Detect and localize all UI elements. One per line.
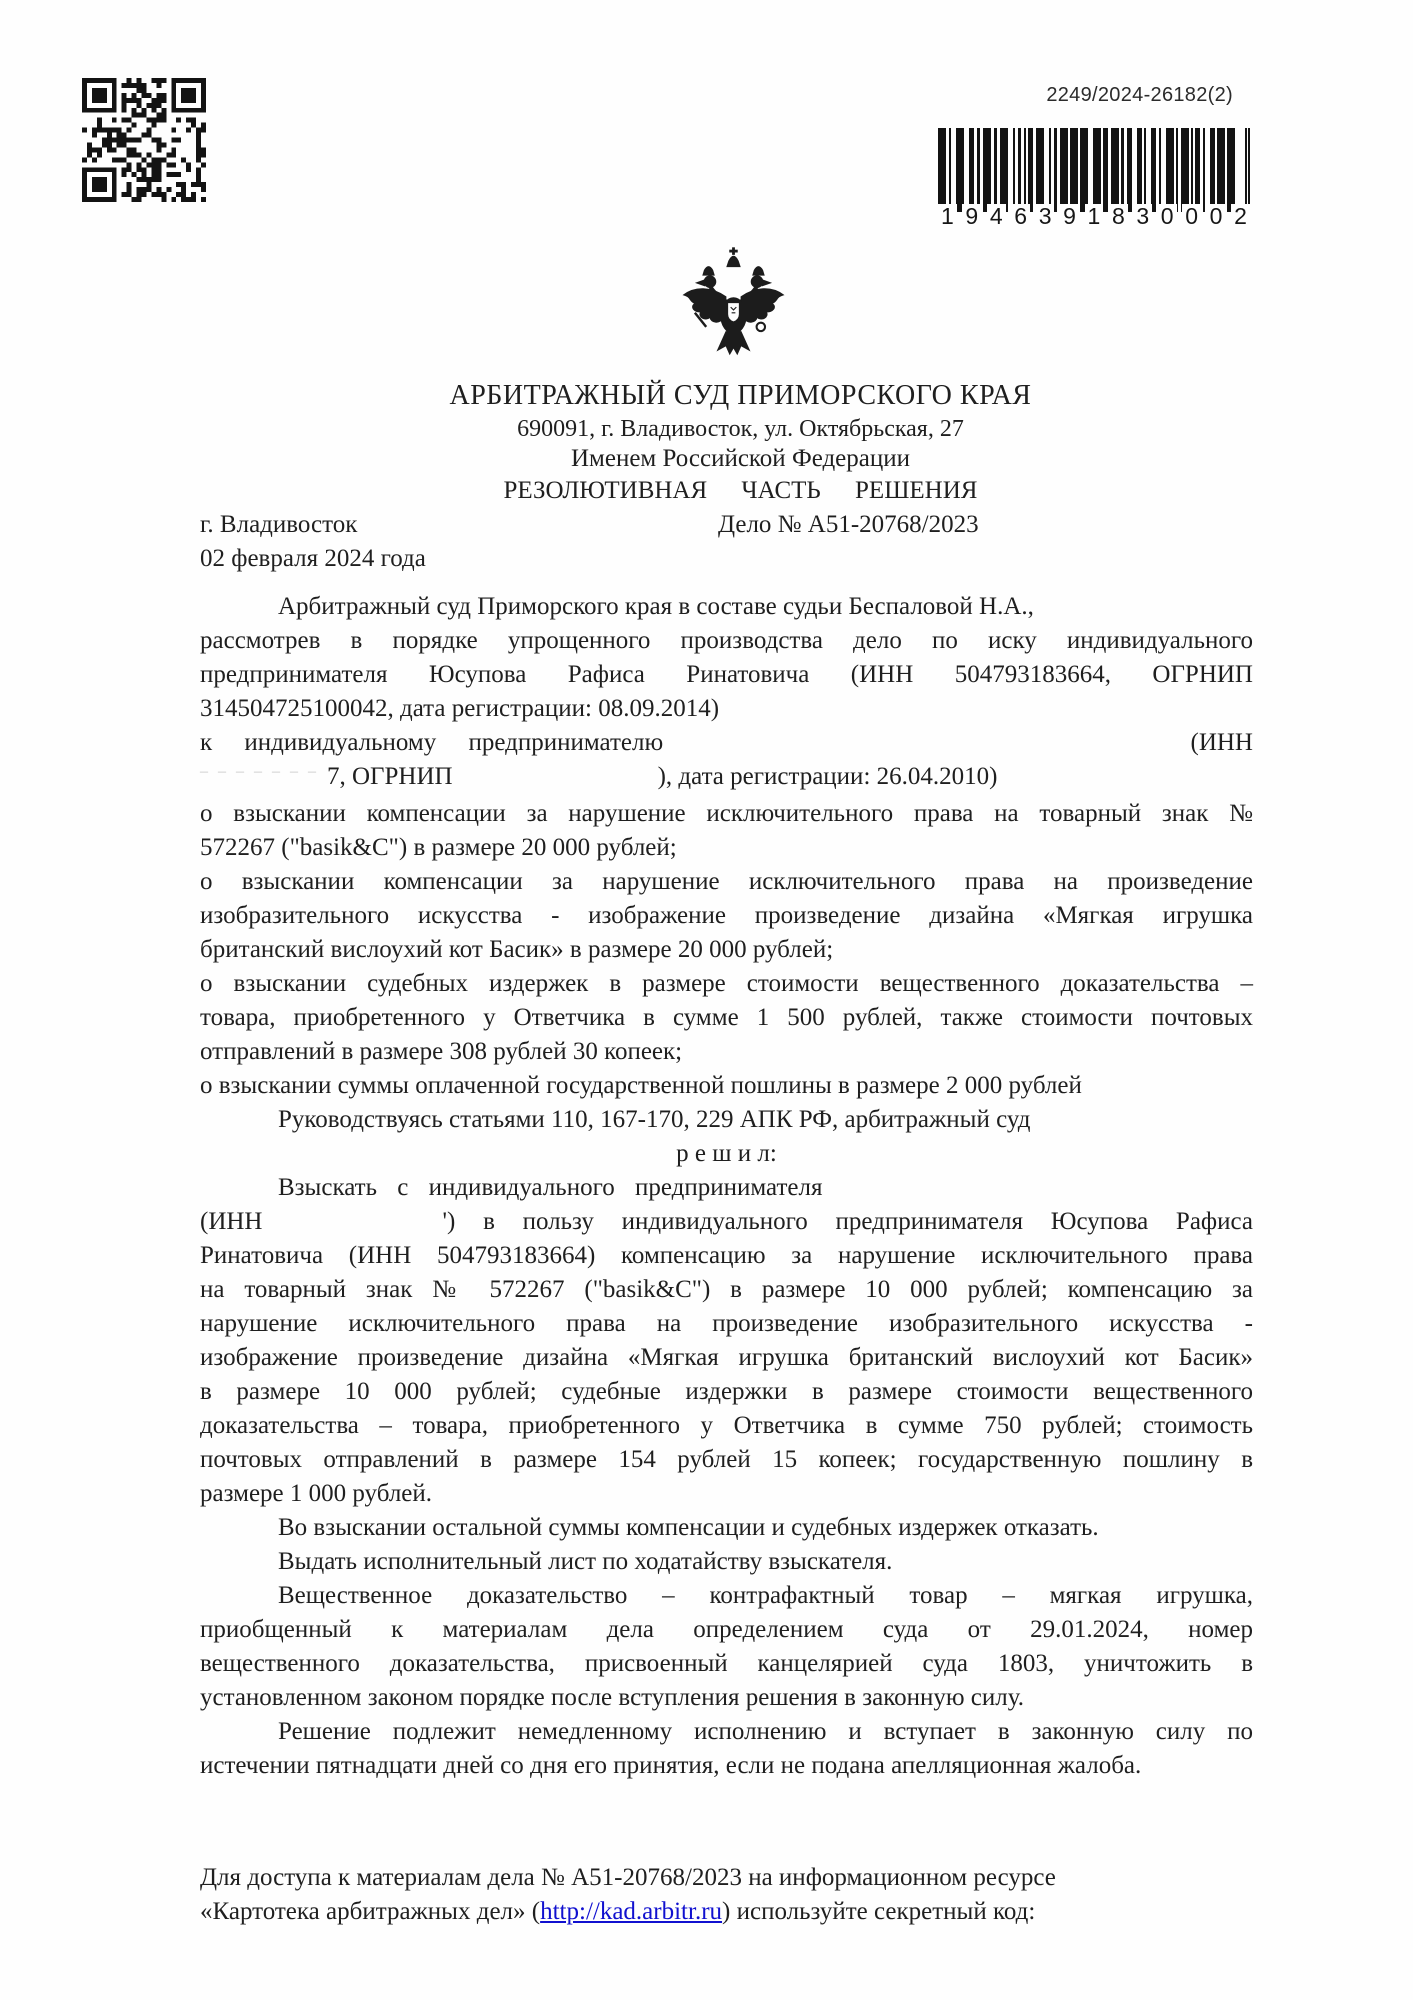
- case-line: [200, 508, 1253, 542]
- text-line: [200, 760, 1253, 797]
- text-run: Решение подлежит немедленному исполнению и вступает в законную силу по: [278, 1718, 1253, 1745]
- redacted-ghost-text: – – – – – – –: [200, 763, 319, 780]
- barcode-digit: 0: [1207, 204, 1226, 228]
- barcode-digit: 2: [1231, 204, 1250, 228]
- barcode-digit: 1: [938, 204, 957, 228]
- text-run: Для доступа к материалам дела № А51-20768/2023 на информационном ресурсе: [200, 1864, 1056, 1891]
- barcode: [938, 128, 1250, 228]
- text-run: о взыскании судебных издержек в размере стоимости вещественного доказательства –: [200, 970, 1253, 997]
- text-run: почтовых отправлений в размере 154 рублей 15 копеек; государственную пошлину в: [200, 1446, 1253, 1473]
- text-run: Ринатовича (ИНН 504793183664) компенсацию за нарушение исключительного права: [200, 1242, 1253, 1269]
- text-run: Взыскать с индивидуального предпринимателя: [278, 1174, 823, 1201]
- text-line: [200, 1477, 1253, 1511]
- text-run: вещественного доказательства, присвоенный канцелярией суда 1803, уничтожить в: [200, 1650, 1253, 1677]
- text-line: [200, 1749, 1253, 1783]
- text-line: [200, 1895, 1253, 1929]
- city-label: г. Владивосток: [200, 511, 358, 538]
- text-run: ) используйте секретный код:: [722, 1898, 1036, 1925]
- text-line: [200, 831, 1253, 865]
- document-registration-number: 2249/2024-26182(2): [1046, 84, 1233, 106]
- barcode-bars: [938, 128, 1250, 212]
- text-run: (ИНН: [1190, 729, 1253, 756]
- text-line: [200, 1545, 1253, 1579]
- text-line: [200, 692, 1253, 726]
- text-run: р е ш и л:: [676, 1140, 777, 1167]
- text-line: [200, 797, 1253, 831]
- case-number: Дело № А51-20768/2023: [718, 511, 979, 538]
- text-run: британский вислоухий кот Басик» в размере 20 000 рублей;: [200, 936, 834, 963]
- text-run: доказательства – товара, приобретенного у Ответчика в сумме 750 рублей; стоимость: [200, 1412, 1253, 1439]
- text-run: Руководствуясь статьями 110, 167-170, 229 АПК РФ, арбитражный суд: [278, 1106, 1031, 1133]
- text-run: в размере 10 000 рублей; судебные издержки в размере стоимости вещественного: [200, 1378, 1253, 1405]
- text-run: Арбитражный суд Приморского края в составе судьи Беспаловой Н.А.,: [278, 593, 1034, 620]
- barcode-digit: 1: [1085, 204, 1104, 228]
- text-run: изображение произведение дизайна «Мягкая игрушка британский вислоухий кот Басик»: [200, 1344, 1253, 1371]
- text-line: [200, 1715, 1253, 1749]
- text-line: [200, 1375, 1253, 1409]
- footer-lines: [200, 1861, 1253, 1929]
- text-line: [200, 1647, 1253, 1681]
- text-line: [200, 1579, 1253, 1613]
- text-line: [200, 1511, 1253, 1545]
- court-name: АРБИТРАЖНЫЙ СУД ПРИМОРСКОГО КРАЯ: [449, 380, 1032, 411]
- text-line: [200, 1137, 1253, 1171]
- text-line: [200, 1861, 1253, 1895]
- text-line: [200, 590, 1253, 624]
- text-line: [200, 933, 1253, 967]
- text-run: ), дата регистрации: 26.04.2010): [657, 763, 998, 790]
- text-line: [200, 658, 1253, 692]
- text-run: нарушение исключительного права на произведение изобразительного искусства -: [200, 1310, 1253, 1337]
- barcode-digit: 0: [1182, 204, 1201, 228]
- text-run: к индивидуальному предпринимателю: [200, 729, 664, 756]
- text-run: 314504725100042, дата регистрации: 08.09.2014): [200, 695, 720, 722]
- text-run: на товарный знак № 572267 ("basik&C") в размере 10 000 рублей; компенсацию за: [200, 1276, 1253, 1303]
- document-content: [200, 378, 1253, 1929]
- barcode-digit: 9: [962, 204, 981, 228]
- text-line: [200, 1613, 1253, 1647]
- text-line: [200, 1341, 1253, 1375]
- text-run: предпринимателя Юсупова Рафиса Ринатовича (ИНН 504793183664, ОГРНИП: [200, 661, 1253, 688]
- barcode-digit: 3: [1133, 204, 1152, 228]
- kad-arbitr-link[interactable]: http://kad.arbitr.ru: [540, 1898, 723, 1925]
- text-line: [200, 967, 1253, 1001]
- text-run: установленном законом порядке после вступления решения в законную силу.: [200, 1684, 1024, 1711]
- text-run: истечении пятнадцати дней со дня его принятия, если не подана апелляционная жалоба.: [200, 1752, 1142, 1779]
- text-run: Во взыскании остальной суммы компенсации и судебных издержек отказать.: [278, 1514, 1099, 1541]
- text-line: [200, 1205, 1253, 1239]
- text-line: [200, 1001, 1253, 1035]
- text-run: Вещественное доказательство – контрафактный товар – мягкая игрушка,: [278, 1582, 1253, 1609]
- document-type-title: РЕЗОЛЮТИВНАЯ ЧАСТЬ РЕШЕНИЯ: [503, 477, 978, 504]
- barcode-digit: 3: [1036, 204, 1055, 228]
- text-run: Выдать исполнительный лист по ходатайству взыскателя.: [278, 1548, 893, 1575]
- in-name-of-line: Именем Российской Федерации: [570, 445, 911, 472]
- text-run: товара, приобретенного у Ответчика в сумме 1 500 рублей, также стоимости почтовых: [200, 1004, 1253, 1031]
- body-lines: [200, 590, 1253, 1783]
- text-run: (ИНН: [200, 1208, 263, 1235]
- text-line: [200, 899, 1253, 933]
- text-line: [200, 1103, 1253, 1137]
- decision-date: 02 февраля 2024 года: [200, 545, 426, 572]
- text-line: [200, 1443, 1253, 1477]
- barcode-digit: 4: [987, 204, 1006, 228]
- text-line: [200, 865, 1253, 899]
- text-line: [200, 1069, 1253, 1103]
- text-line: [200, 726, 1253, 760]
- qr-code-icon: [82, 78, 206, 202]
- barcode-digit: 0: [1158, 204, 1177, 228]
- text-line: [200, 1171, 1253, 1205]
- text-line: [200, 1273, 1253, 1307]
- barcode-digit: 9: [1060, 204, 1079, 228]
- text-run: 572267 ("basik&C") в размере 20 000 рублей;: [200, 834, 677, 861]
- text-run: приобщенный к материалам дела определением суда от 29.01.2024, номер: [200, 1616, 1253, 1643]
- text-line: [200, 624, 1253, 658]
- text-run: «Картотека арбитражных дел» (: [200, 1898, 541, 1925]
- barcode-digits: [938, 204, 1250, 228]
- coat-of-arms-russia-icon: [677, 243, 790, 375]
- text-run: о взыскании суммы оплаченной государственной пошлины в размере 2 000 рублей: [200, 1072, 1082, 1099]
- text-run: ') в пользу индивидуального предпринимателя Юсупова Рафиса: [442, 1208, 1253, 1235]
- text-line: [200, 1307, 1253, 1341]
- text-run: о взыскании компенсации за нарушение исключительного права на произведение: [200, 868, 1253, 895]
- text-line: [200, 1681, 1253, 1715]
- text-run: рассмотрев в порядке упрощенного производства дело по иску индивидуального: [200, 627, 1253, 654]
- text-run: 7, ОГРНИП: [327, 763, 453, 790]
- text-line: [200, 1035, 1253, 1069]
- document-header: [214, 378, 1267, 508]
- barcode-digit: 8: [1109, 204, 1128, 228]
- text-run: о взыскании компенсации за нарушение исключительного права на товарный знак №: [200, 800, 1253, 827]
- text-line: [200, 1409, 1253, 1443]
- text-line: [200, 1239, 1253, 1273]
- court-address: 690091, г. Владивосток, ул. Октябрьская, 27: [517, 416, 964, 442]
- text-run: размере 1 000 рублей.: [200, 1480, 433, 1507]
- text-run: отправлений в размере 308 рублей 30 копеек;: [200, 1038, 683, 1065]
- text-run: изобразительного искусства - изображение произведение дизайна «Мягкая игрушка: [200, 902, 1253, 929]
- barcode-digit: 6: [1011, 204, 1030, 228]
